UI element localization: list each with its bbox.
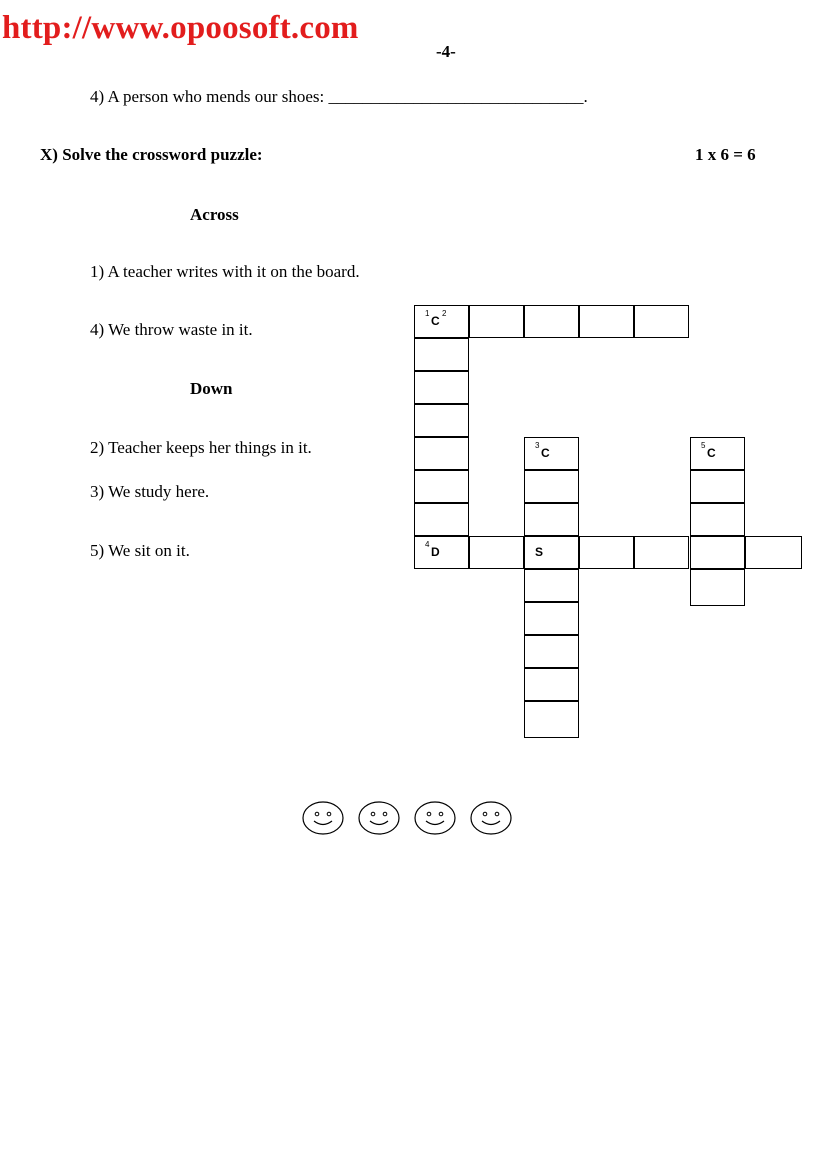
section-title: X) Solve the crossword puzzle: xyxy=(40,145,263,164)
cell-letter: S xyxy=(535,545,544,559)
cell-letter: C xyxy=(541,446,550,460)
crossword-cell[interactable] xyxy=(524,635,579,668)
crossword-cell[interactable] xyxy=(414,305,469,338)
crossword-cell[interactable] xyxy=(690,569,745,606)
cell-number: 4 xyxy=(425,540,430,549)
crossword-cell[interactable] xyxy=(524,536,579,569)
crossword-cell[interactable] xyxy=(634,305,689,338)
across-clue-1: 1) A teacher writes with it on the board. xyxy=(90,262,360,281)
across-heading: Across xyxy=(190,205,239,224)
crossword-cell[interactable] xyxy=(414,470,469,503)
down-clue-3: 3) We study here. xyxy=(90,482,210,501)
cell-number: 5 xyxy=(701,441,706,450)
crossword-cell[interactable] xyxy=(414,338,469,371)
smiley-face-icon xyxy=(357,800,401,836)
crossword-cell[interactable] xyxy=(524,503,579,536)
crossword-cell[interactable] xyxy=(469,536,524,569)
crossword-cell[interactable] xyxy=(524,602,579,635)
across-clue-4: 4) We throw waste in it. xyxy=(90,320,253,339)
smiley-face-icon xyxy=(301,800,345,836)
crossword-cell[interactable] xyxy=(469,305,524,338)
down-clue-2: 2) Teacher keeps her things in it. xyxy=(90,438,312,457)
down-clue-5: 5) We sit on it. xyxy=(90,541,190,560)
cell-number: 3 xyxy=(535,441,540,450)
crossword-cell[interactable] xyxy=(524,437,579,470)
cell-letter: C xyxy=(707,446,716,460)
crossword-cell[interactable] xyxy=(414,371,469,404)
crossword-cell[interactable] xyxy=(690,470,745,503)
crossword-cell[interactable] xyxy=(634,536,689,569)
crossword-cell[interactable] xyxy=(524,470,579,503)
crossword-cell[interactable] xyxy=(579,305,634,338)
crossword-cell[interactable] xyxy=(414,503,469,536)
crossword-cell[interactable] xyxy=(690,503,745,536)
crossword-cell[interactable] xyxy=(524,305,579,338)
crossword-cell[interactable] xyxy=(745,536,802,569)
down-heading: Down xyxy=(190,379,233,398)
section-marks: 1 x 6 = 6 xyxy=(695,145,756,164)
crossword-cell[interactable] xyxy=(579,536,634,569)
page-number: -4- xyxy=(436,42,456,61)
cell-number: 2 xyxy=(442,309,447,318)
crossword-cell[interactable] xyxy=(524,668,579,701)
cell-letter: C xyxy=(431,314,440,328)
crossword-cell[interactable] xyxy=(414,536,469,569)
cell-number: 1 xyxy=(425,309,430,318)
crossword-cell[interactable] xyxy=(524,569,579,602)
smiley-face-icon xyxy=(469,800,513,836)
smiley-face-icon xyxy=(413,800,457,836)
cell-letter: D xyxy=(431,545,440,559)
crossword-cell[interactable] xyxy=(690,437,745,470)
crossword-cell[interactable] xyxy=(414,437,469,470)
watermark: http://www.opoosoft.com xyxy=(2,10,359,46)
crossword-cell[interactable] xyxy=(524,701,579,738)
crossword-cell[interactable] xyxy=(690,536,745,569)
crossword-cell[interactable] xyxy=(414,404,469,437)
previous-question: 4) A person who mends our shoes: ______________________________. xyxy=(90,87,588,106)
